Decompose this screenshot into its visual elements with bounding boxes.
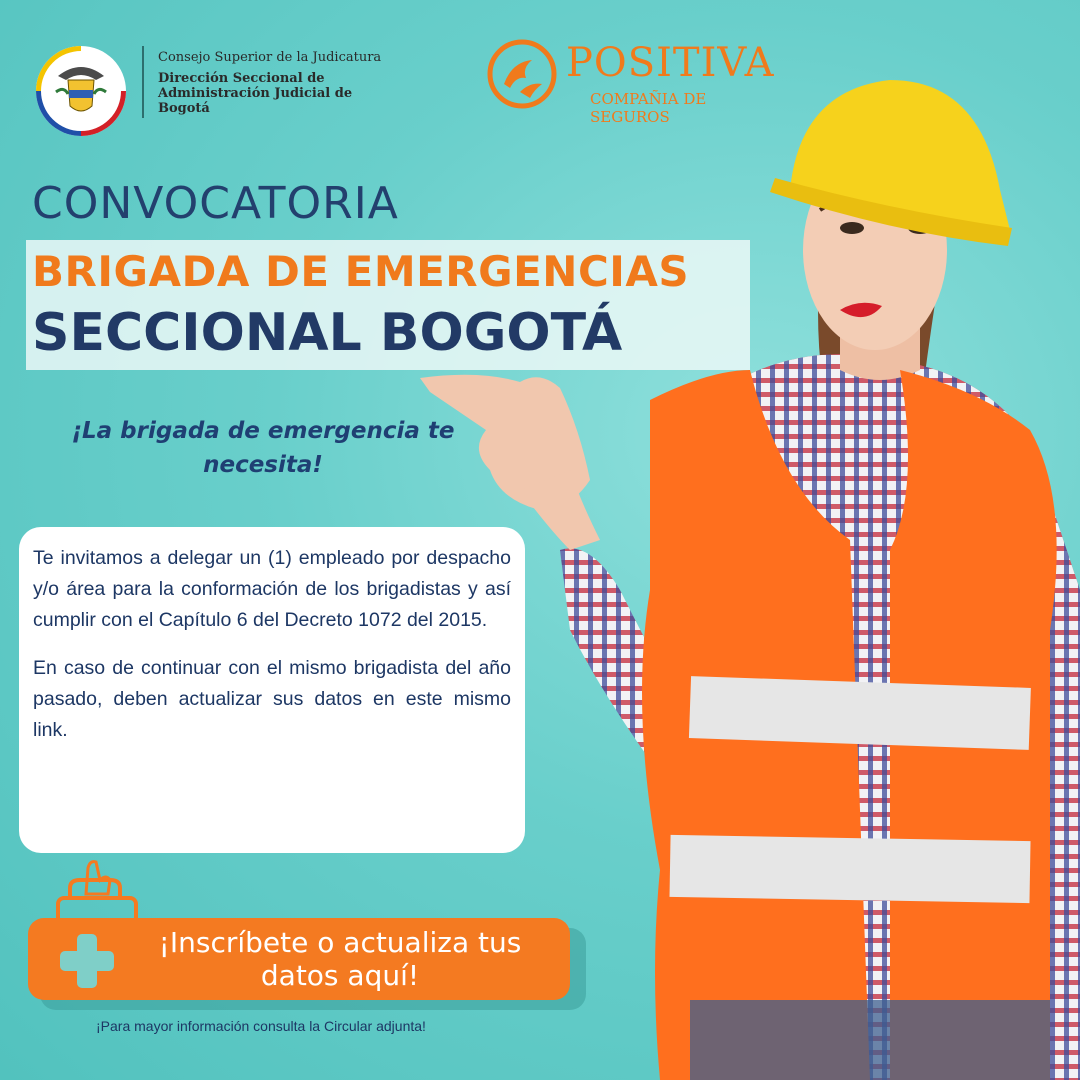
footer-note: ¡Para mayor información consulta la Circular adjunta! — [96, 1018, 426, 1034]
judicature-header — [158, 50, 381, 116]
colombia-crest-logo — [36, 46, 126, 136]
title-convocatoria: CONVOCATORIA — [32, 178, 399, 229]
signup-button-label[interactable]: ¡Inscríbete o actualiza tus datos aquí! — [158, 926, 522, 992]
title-brigada: BRIGADA DE EMERGENCIAS — [32, 247, 690, 296]
insurer-subtitle: COMPAÑIA DE SEGUROS — [590, 90, 707, 126]
council-line: Consejo Superior de la Judicatura — [158, 50, 382, 65]
header-divider — [142, 46, 144, 118]
card-paragraph-1: Te invitamos a delegar un (1) empleado por despacho y/o área para la conformación de los brigadistas y así cumplir con el Capítulo 6 del Decreto 1072 del 2015. — [33, 547, 511, 631]
plus-icon — [58, 932, 116, 990]
direction-line: Dirección Seccional de Administración Judicial de Bogotá — [158, 71, 353, 116]
brigadista-photo — [420, 70, 1080, 1080]
insurer-name: POSITIVA — [566, 40, 775, 86]
card-paragraph-2: En caso de continuar con el mismo brigadista del año pasado, deben actualizar sus datos en este mismo link. — [33, 657, 511, 741]
tagline: ¡La brigada de emergencia te necesita! — [71, 418, 455, 478]
title-seccional: SECCIONAL BOGOTÁ — [32, 303, 623, 363]
